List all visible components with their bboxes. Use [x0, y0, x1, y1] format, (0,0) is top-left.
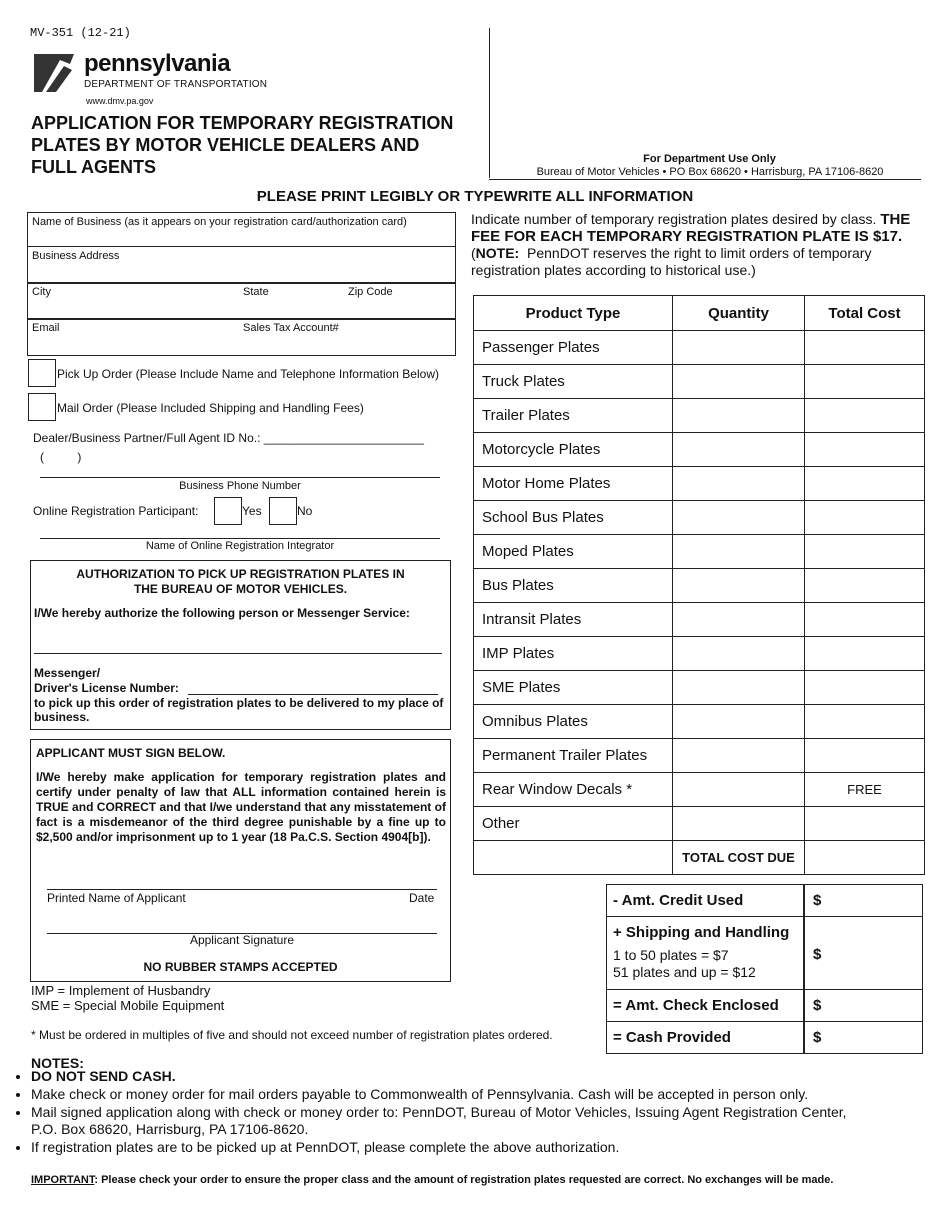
total-cost-cell[interactable]	[805, 433, 925, 467]
table-row	[474, 535, 925, 569]
date-label: Date	[409, 891, 435, 905]
email-label: Email	[32, 322, 60, 334]
phone-label: Business Phone Number	[179, 480, 301, 492]
imp-abbreviation: IMP = Implement of Husbandry	[31, 983, 211, 998]
quantity-cell[interactable]	[673, 739, 805, 773]
list-item: • DO NOT SEND CASH.	[31, 1068, 911, 1085]
product-type-cell: Omnibus Plates	[474, 705, 673, 739]
total-cost-cell[interactable]: FREE	[805, 773, 925, 807]
list-item: • If registration plates are to be picked up at PennDOT, please complete the above authorization.	[31, 1139, 911, 1156]
quantity-cell[interactable]	[673, 637, 805, 671]
messenger-label: Messenger/	[34, 666, 101, 680]
check-label: = Amt. Check Enclosed	[613, 997, 779, 1014]
total-cost-cell[interactable]	[805, 569, 925, 603]
table-row	[474, 467, 925, 501]
quantity-cell[interactable]	[673, 365, 805, 399]
shipping-rate-2: 51 plates and up = $12	[613, 964, 756, 980]
authorized-person-line[interactable]	[34, 653, 442, 654]
zip-label: Zip Code	[348, 286, 393, 298]
online-yes-checkbox[interactable]	[214, 497, 242, 525]
total-due-cell[interactable]	[805, 841, 925, 875]
business-name-field[interactable]	[27, 212, 456, 247]
license-label: Driver's License Number:	[34, 681, 179, 695]
total-cost-cell[interactable]	[805, 603, 925, 637]
sales-tax-label: Sales Tax Account#	[243, 322, 339, 334]
product-type-cell: SME Plates	[474, 671, 673, 705]
email-tax-field[interactable]	[27, 318, 456, 356]
sme-abbreviation: SME = Special Mobile Equipment	[31, 998, 225, 1013]
table-row	[474, 365, 925, 399]
credit-dollar[interactable]: $	[813, 892, 822, 909]
cash-row	[606, 1022, 923, 1054]
table-row	[474, 807, 925, 841]
total-due-label: TOTAL COST DUE	[673, 841, 805, 875]
notes-heading: NOTES:	[31, 1055, 84, 1071]
total-cost-cell[interactable]	[805, 637, 925, 671]
cash-dollar[interactable]: $	[813, 1029, 822, 1046]
shipping-rate-1: 1 to 50 plates = $7	[613, 947, 729, 963]
online-no-checkbox[interactable]	[269, 497, 297, 525]
total-spacer	[474, 841, 673, 875]
product-type-cell: Rear Window Decals *	[474, 773, 673, 807]
pickup-text: to pick up this order of registration plates to be delivered to my place of business.	[34, 696, 444, 724]
quantity-cell[interactable]	[673, 807, 805, 841]
print-legibly-notice: PLEASE PRINT LEGIBLY OR TYPEWRITE ALL INFORMATION	[256, 188, 694, 205]
quantity-cell[interactable]	[673, 331, 805, 365]
important-notice: IMPORTANT: Please check your order to ensure the proper class and the amount of registration plates requested are correct. No exchanges will be made.	[31, 1174, 834, 1186]
table-header-row	[474, 296, 925, 331]
city-label: City	[32, 286, 51, 298]
online-participant-label: Online Registration Participant:	[33, 504, 199, 518]
plates-table	[473, 295, 925, 875]
no-stamps-notice: NO RUBBER STAMPS ACCEPTED	[143, 960, 338, 974]
keystone-logo-icon	[30, 50, 78, 96]
table-row	[474, 705, 925, 739]
credit-label: - Amt. Credit Used	[613, 892, 744, 909]
divider	[803, 917, 805, 989]
total-cost-cell[interactable]	[805, 739, 925, 773]
brand-name: pennsylvania	[84, 50, 231, 77]
table-row	[474, 637, 925, 671]
column-header: Quantity	[673, 296, 805, 331]
quantity-cell[interactable]	[673, 467, 805, 501]
business-address-label: Business Address	[32, 250, 120, 262]
signature-label: Applicant Signature	[189, 933, 295, 947]
product-type-cell: Motorcycle Plates	[474, 433, 673, 467]
credit-row	[606, 884, 923, 917]
shipping-dollar[interactable]: $	[813, 946, 822, 963]
table-row	[474, 603, 925, 637]
authorize-text: I/We hereby authorize the following person or Messenger Service:	[34, 606, 410, 620]
product-type-cell: Moped Plates	[474, 535, 673, 569]
state-label: State	[243, 286, 269, 298]
applicant-heading: APPLICANT MUST SIGN BELOW.	[36, 746, 226, 760]
product-type-cell: Intransit Plates	[474, 603, 673, 637]
total-cost-cell[interactable]	[805, 535, 925, 569]
quantity-cell[interactable]	[673, 671, 805, 705]
check-dollar[interactable]: $	[813, 997, 822, 1014]
cash-label: = Cash Provided	[613, 1029, 731, 1046]
table-row	[474, 433, 925, 467]
product-type-cell: Truck Plates	[474, 365, 673, 399]
total-cost-cell[interactable]	[805, 467, 925, 501]
product-type-cell: IMP Plates	[474, 637, 673, 671]
quantity-cell[interactable]	[673, 399, 805, 433]
printed-name-label: Printed Name of Applicant	[47, 891, 186, 905]
column-header: Product Type	[474, 296, 673, 331]
product-type-cell: Bus Plates	[474, 569, 673, 603]
authorization-box	[30, 560, 451, 730]
product-type-cell: Passenger Plates	[474, 331, 673, 365]
decal-footnote: * Must be ordered in multiples of five and should not exceed number of registration plates ordered.	[31, 1028, 553, 1042]
product-type-cell: Trailer Plates	[474, 399, 673, 433]
phone-parens: ( )	[40, 450, 82, 464]
total-cost-cell[interactable]	[805, 705, 925, 739]
total-cost-cell[interactable]	[805, 807, 925, 841]
department-name: DEPARTMENT OF TRANSPORTATION	[84, 79, 268, 90]
total-cost-cell[interactable]	[805, 331, 925, 365]
form-title: APPLICATION FOR TEMPORARY REGISTRATION PLATES BY MOTOR VEHICLE DEALERS AND FULL AGENTS	[31, 113, 454, 177]
printed-name-line[interactable]	[47, 889, 437, 890]
quantity-cell[interactable]	[673, 535, 805, 569]
form-code: MV-351 (12-21)	[30, 26, 131, 40]
product-type-cell: School Bus Plates	[474, 501, 673, 535]
pickup-order-checkbox[interactable]	[28, 359, 56, 387]
column-header: Total Cost	[805, 296, 925, 331]
phone-line[interactable]	[40, 477, 440, 478]
payment-box	[606, 884, 923, 1054]
check-row	[606, 990, 923, 1022]
mail-order-checkbox[interactable]	[28, 393, 56, 421]
divider	[489, 28, 490, 178]
dealer-id-label: Dealer/Business Partner/Full Agent ID No.: ________________________	[33, 431, 424, 445]
website-link[interactable]: www.dmv.pa.gov	[86, 96, 154, 106]
list-item: • Make check or money order for mail orders payable to Commonwealth of Pennsylvania. Cash will be accepted in person only.	[31, 1086, 911, 1103]
quantity-cell[interactable]	[673, 569, 805, 603]
business-name-label: Name of Business (as it appears on your registration card/authorization card)	[32, 216, 407, 228]
quantity-cell[interactable]	[673, 705, 805, 739]
online-yes-label: Yes	[242, 504, 262, 518]
list-item: • Mail signed application along with check or money order to: PennDOT, Bureau of Motor Vehicles, Issuing Agent Registration Center, P.O. Box 68620, Harrisburg, PA 17106-8620.	[31, 1104, 911, 1138]
integrator-line[interactable]	[40, 538, 440, 539]
authorization-heading: AUTHORIZATION TO PICK UP REGISTRATION PLATES IN THE BUREAU OF MOTOR VEHICLES.	[76, 567, 405, 596]
product-type-cell: Permanent Trailer Plates	[474, 739, 673, 773]
plates-instructions: Indicate number of temporary registration plates desired by class. THE FEE FOR EACH TEMPORARY REGISTRATION PLATE IS $17. (NOTE: PennDOT reserves the right to limit orders of temporary registration plates according to historical use.)	[471, 211, 911, 278]
applicant-box	[30, 739, 451, 982]
quantity-cell[interactable]	[673, 501, 805, 535]
product-type-cell: Other	[474, 807, 673, 841]
quantity-cell[interactable]	[673, 433, 805, 467]
table-row	[474, 399, 925, 433]
table-row	[474, 739, 925, 773]
table-row	[474, 671, 925, 705]
divider	[803, 1022, 805, 1053]
department-use-label: For Department Use Only	[643, 153, 776, 165]
license-line[interactable]	[188, 694, 438, 695]
divider	[489, 179, 921, 180]
total-cost-cell[interactable]	[805, 365, 925, 399]
divider	[803, 885, 805, 916]
quantity-cell[interactable]	[673, 603, 805, 637]
shipping-label: + Shipping and Handling	[613, 924, 790, 941]
table-row	[474, 569, 925, 603]
total-cost-cell[interactable]	[805, 501, 925, 535]
divider	[803, 990, 805, 1021]
pickup-order-label: Pick Up Order (Please Include Name and Telephone Information Below)	[57, 367, 439, 381]
table-row	[474, 331, 925, 365]
online-no-label: No	[297, 504, 313, 518]
total-cost-cell[interactable]	[805, 671, 925, 705]
table-row	[474, 773, 925, 807]
mail-order-label: Mail Order (Please Included Shipping and Handling Fees)	[57, 401, 364, 415]
city-state-zip-field[interactable]	[27, 282, 456, 320]
quantity-cell[interactable]	[673, 773, 805, 807]
applicant-statement: I/We hereby make application for temporary registration plates and certify under penalty of law that ALL information contained herein is TRUE and CORRECT and that I/we understand that any misstatement of fact is a misdemeanor of the third degree punishable by a fine up to $2,500 and/or imprisonment up to 1 year (18 Pa.C.S. Section 4904[b]).	[36, 770, 446, 844]
product-type-cell: Motor Home Plates	[474, 467, 673, 501]
integrator-label: Name of Online Registration Integrator	[145, 540, 335, 552]
department-address: Bureau of Motor Vehicles • PO Box 68620 • Harrisburg, PA 17106-8620	[536, 166, 884, 178]
table-row	[474, 501, 925, 535]
shipping-row	[606, 917, 923, 990]
total-row	[474, 841, 925, 875]
notes-list	[14, 1068, 911, 1157]
business-address-field[interactable]	[27, 246, 456, 284]
total-cost-cell[interactable]	[805, 399, 925, 433]
